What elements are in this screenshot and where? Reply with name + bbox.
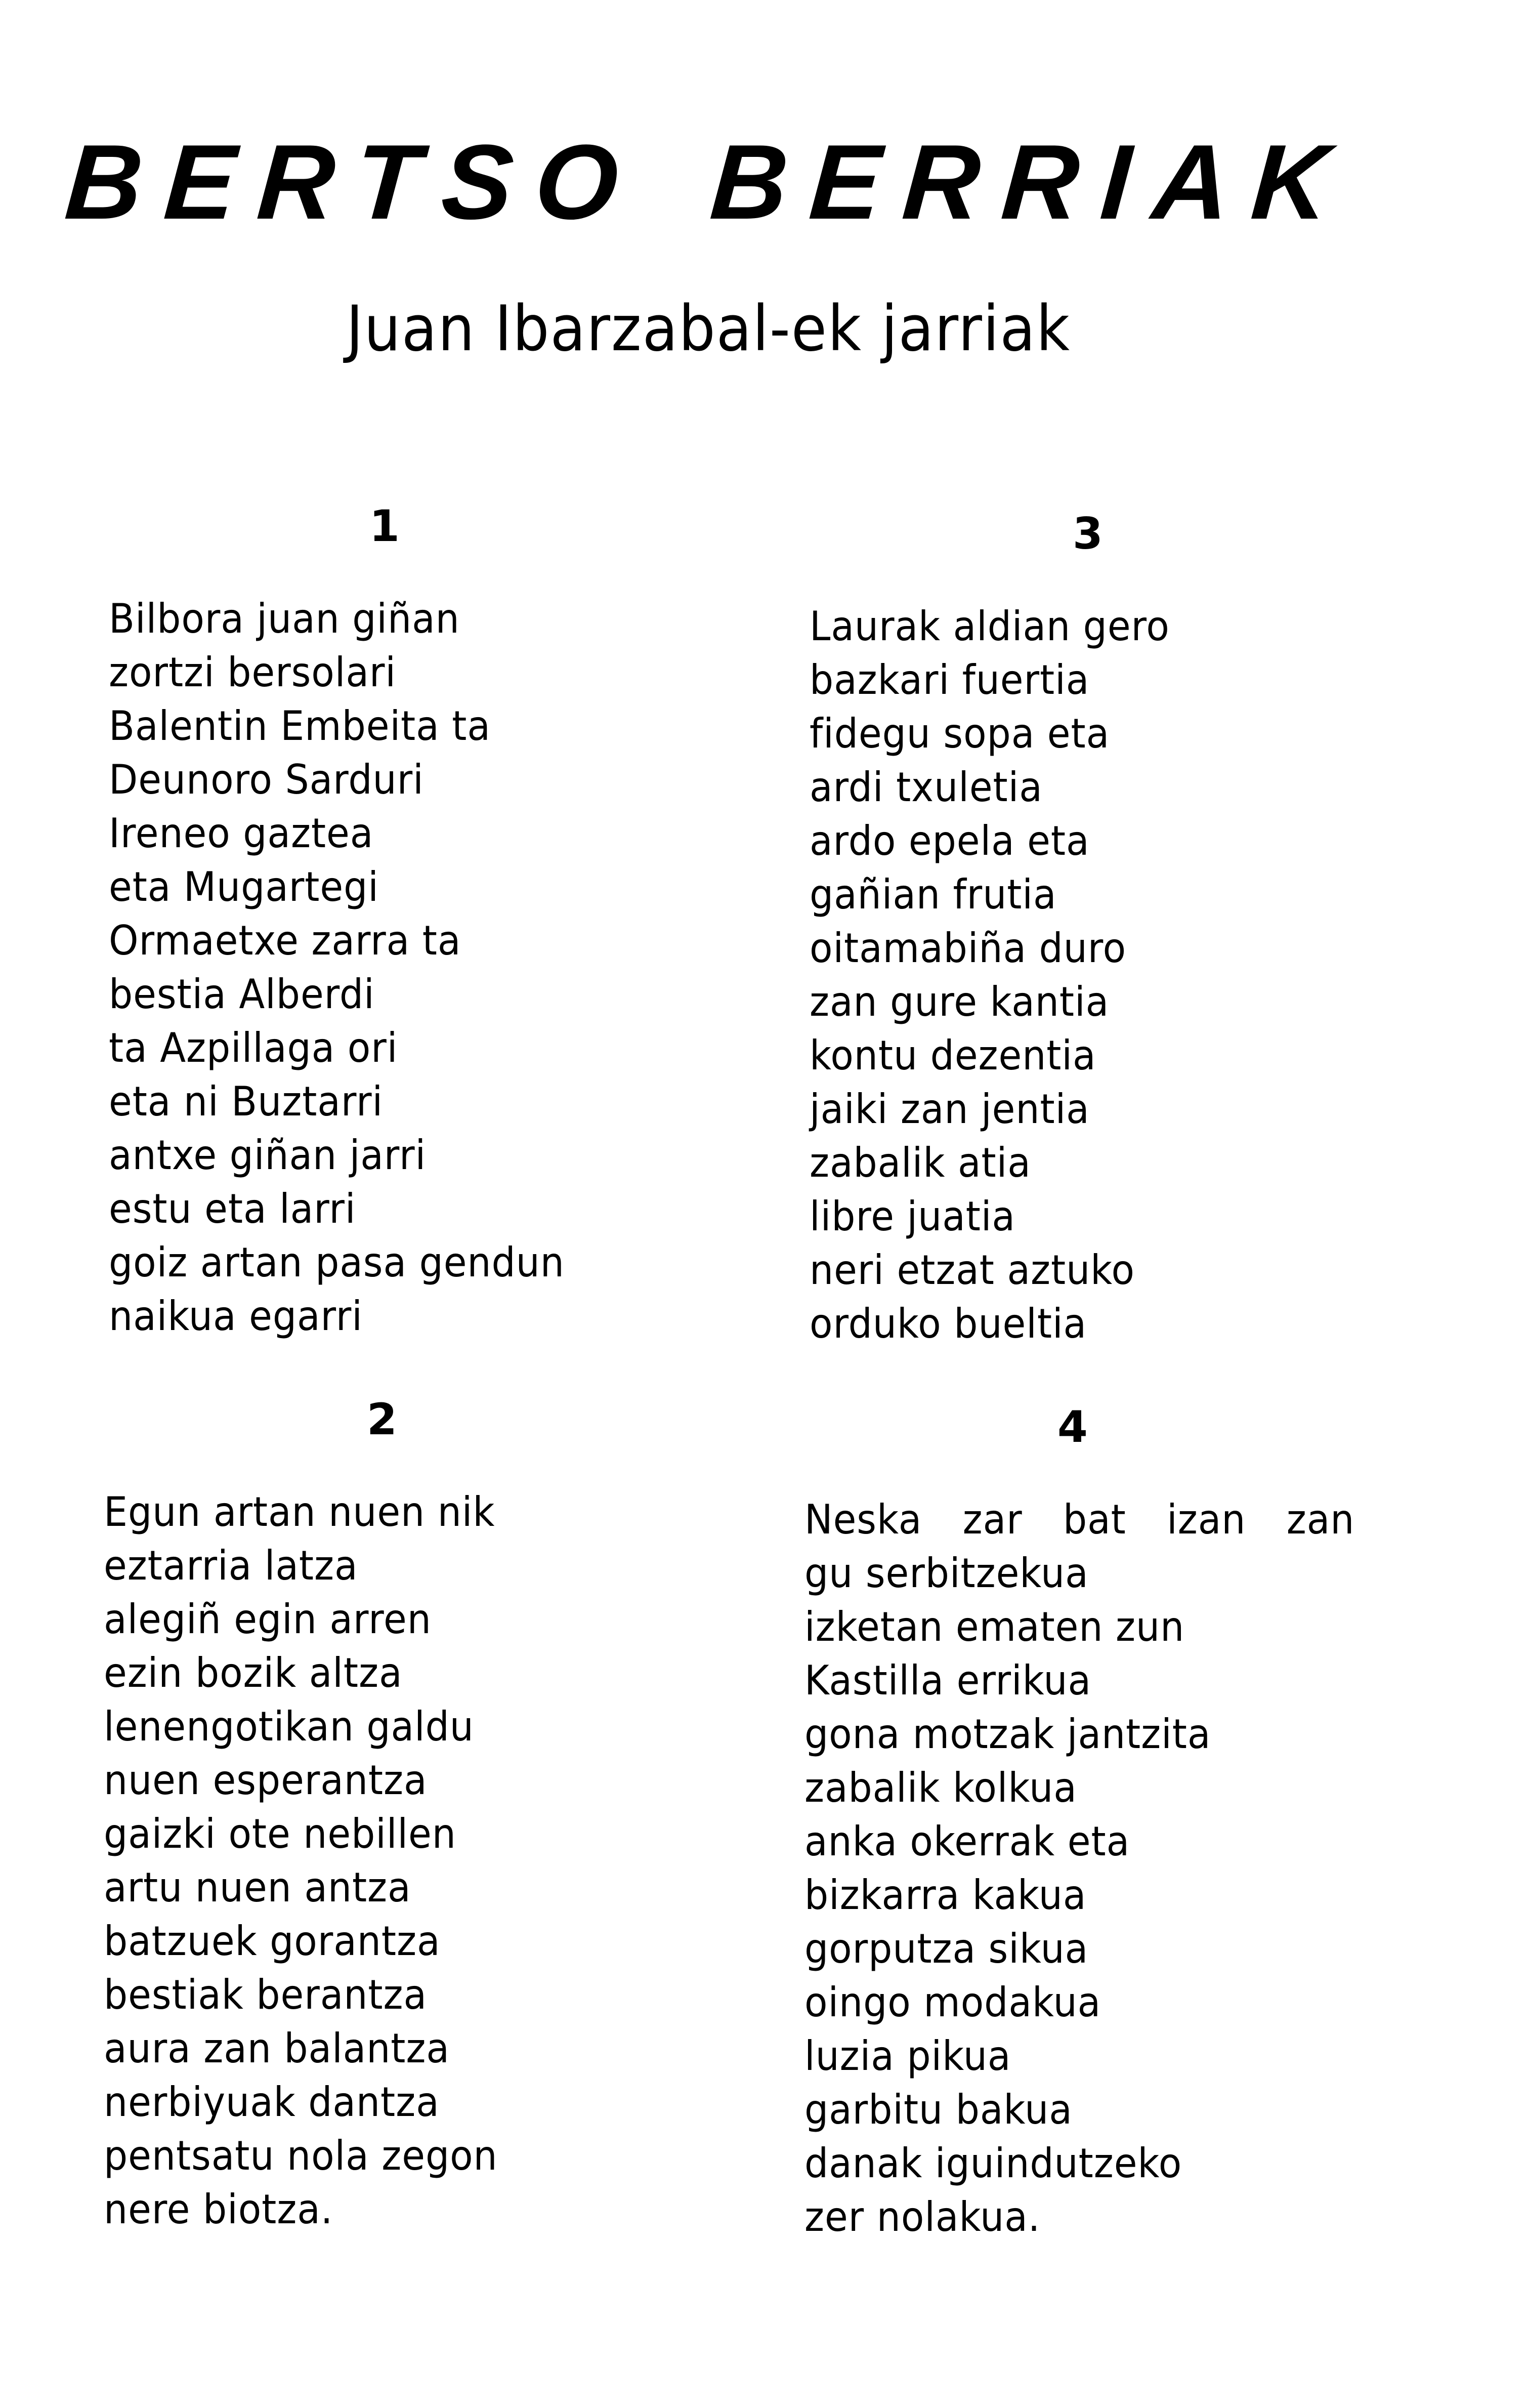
verse-line: zortzi bersolari xyxy=(109,649,396,696)
verse-line: alegiñ egin arren xyxy=(104,1596,432,1643)
verse-line: bestia Alberdi xyxy=(109,971,375,1018)
verse-line: ezin bozik altza xyxy=(104,1649,403,1696)
verse-line: batzuek gorantza xyxy=(104,1918,441,1965)
verse-line: neri etzat aztuko xyxy=(810,1247,1135,1294)
verse-line: gañian frutia xyxy=(810,871,1057,918)
stanza-number: 4 xyxy=(1057,1402,1088,1452)
verse-line: ardo epela eta xyxy=(810,817,1090,864)
verse-line: goiz artan pasa gendun xyxy=(109,1239,565,1286)
verse-line: zabalik kolkua xyxy=(804,1764,1077,1811)
stanza-3 xyxy=(810,509,1493,1351)
verse-line: bestiak berantza xyxy=(104,1971,427,2018)
verse-line: gu serbitzekua xyxy=(804,1550,1089,1597)
verse-line: gorputza sikua xyxy=(804,1925,1089,1972)
verse-line: Egun artan nuen nik xyxy=(104,1488,495,1535)
verse-line: gaizki ote nebillen xyxy=(104,1810,456,1857)
verse-line: zan gure kantia xyxy=(810,978,1110,1025)
verse-line: nuen esperantza xyxy=(104,1757,428,1804)
verse-line: pentsatu nola zegon xyxy=(104,2132,498,2179)
verse-line: ta Azpillaga ori xyxy=(109,1024,398,1071)
verse-line: Bilbora juan giñan xyxy=(109,595,460,642)
verse-line: antxe giñan jarri xyxy=(109,1132,427,1179)
verse-line: eta ni Buztarri xyxy=(109,1078,384,1125)
verse-line: Kastilla errikua xyxy=(804,1657,1091,1704)
verse-line: luzia pikua xyxy=(804,2032,1011,2080)
title-word-1: BERTSO xyxy=(61,122,645,241)
stanza-number: 2 xyxy=(367,1394,397,1445)
stanza-number: 1 xyxy=(369,501,400,552)
verse-line: bizkarra kakua xyxy=(804,1872,1087,1919)
stanza-2 xyxy=(104,1394,787,2236)
verse-line: naikua egarri xyxy=(109,1293,363,1340)
verse-line: Laurak aldian gero xyxy=(810,603,1170,650)
verse-line: orduko bueltia xyxy=(810,1300,1087,1347)
verse-line: zer nolakua. xyxy=(804,2193,1041,2240)
verse-line: jaiki zan jentia xyxy=(810,1086,1090,1133)
verse-line: eztarria latza xyxy=(104,1542,358,1589)
verse-line: izketan ematen zun xyxy=(804,1603,1185,1650)
verse-line: Ormaetxe zarra ta xyxy=(109,917,461,964)
verse-line: oingo modakua xyxy=(804,1979,1101,2026)
verse-line: nerbiyuak dantza xyxy=(104,2079,440,2126)
stanza-number: 3 xyxy=(1073,509,1103,559)
verse-line: Ireneo gaztea xyxy=(109,810,374,857)
page-title xyxy=(61,122,1370,241)
verse-line: zabalik atia xyxy=(810,1139,1031,1186)
verse-line: Neska zar bat izan zan xyxy=(804,1496,1355,1543)
verse-line: danak iguindutzeko xyxy=(804,2140,1182,2187)
verse-line: bazkari fuertia xyxy=(810,656,1090,703)
subtitle: Juan Ibarzabal-ek jarriak xyxy=(346,293,1071,365)
verse-line: lenengotikan galdu xyxy=(104,1703,474,1750)
verse-line: estu eta larri xyxy=(109,1185,356,1232)
verse-line: garbitu bakua xyxy=(804,2086,1073,2133)
stanza-4 xyxy=(804,1402,1488,2244)
stanza-1 xyxy=(109,501,792,1343)
verse-line: gona motzak jantzita xyxy=(804,1711,1211,1758)
verse-line: kontu dezentia xyxy=(810,1032,1096,1079)
verse-line: ardi txuletia xyxy=(810,764,1043,811)
verse-line: Deunoro Sarduri xyxy=(109,756,424,803)
verse-line: nere biotza. xyxy=(104,2186,333,2233)
verse-line: libre juatia xyxy=(810,1193,1015,1240)
verse-line: aura zan balantza xyxy=(104,2025,450,2072)
verse-line: anka okerrak eta xyxy=(804,1818,1130,1865)
verse-line: oitamabiña duro xyxy=(810,925,1127,972)
verse-line: artu nuen antza xyxy=(104,1864,411,1911)
title-word-2: BERRIAK xyxy=(707,122,1355,241)
verse-line: fidegu sopa eta xyxy=(810,710,1110,757)
verse-line: eta Mugartegi xyxy=(109,863,379,910)
verse-line: Balentin Embeita ta xyxy=(109,702,491,750)
